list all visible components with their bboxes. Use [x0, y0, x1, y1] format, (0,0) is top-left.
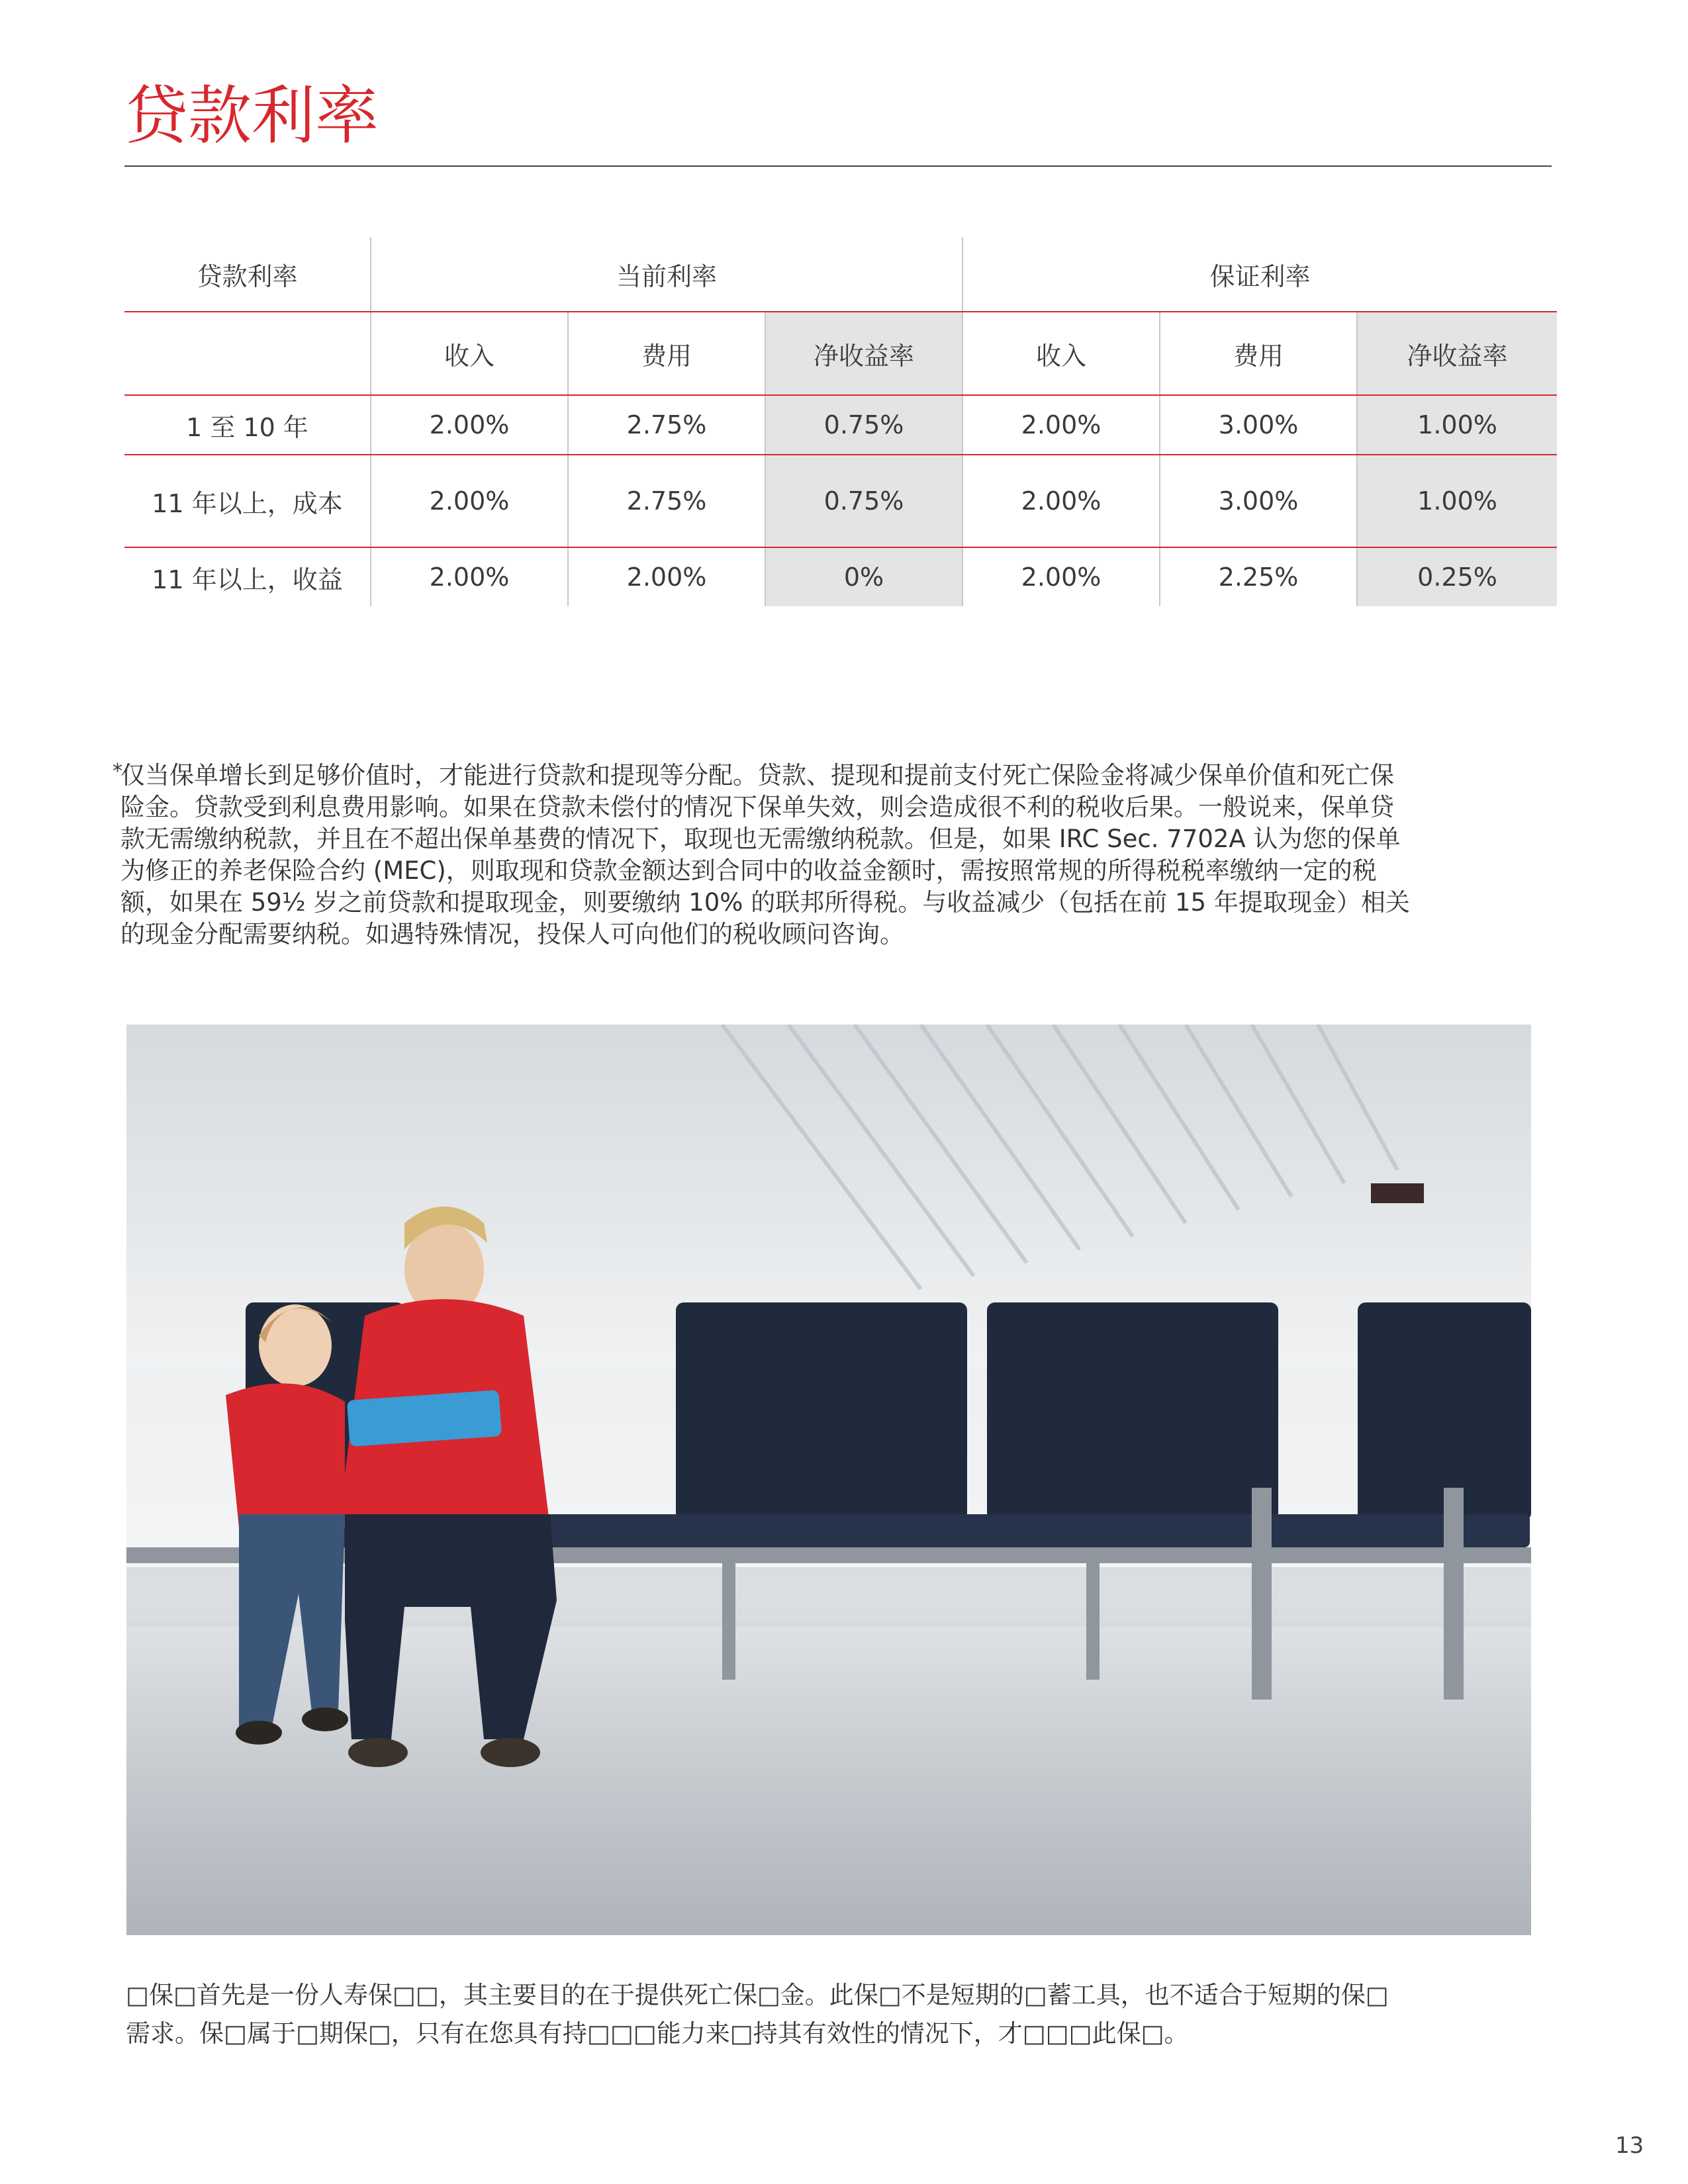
- header-empty-cell: [124, 312, 371, 395]
- table-group-header-row: [124, 237, 1557, 312]
- title-divider: [124, 165, 1552, 167]
- row-label: 11 年以上，成本: [124, 455, 371, 547]
- header-net-yield-guaranteed: 净收益率: [1357, 312, 1557, 395]
- airport-family-photo: [126, 1024, 1531, 1935]
- row-label: 1 至 10 年: [124, 395, 371, 455]
- header-income-guaranteed: 收入: [962, 312, 1160, 395]
- table-sub-header-row: [124, 312, 1557, 395]
- footnote: [113, 760, 1556, 950]
- footnote-marker: *: [113, 760, 122, 783]
- page-number: 13: [1615, 2132, 1644, 2159]
- table-cell: 2.75%: [568, 455, 765, 547]
- header-net-yield-current: 净收益率: [765, 312, 962, 395]
- header-guaranteed-rate: 保证利率: [962, 237, 1557, 312]
- table-cell: 0.75%: [765, 395, 962, 455]
- table-row: [124, 547, 1557, 606]
- header-expense-guaranteed: 费用: [1160, 312, 1357, 395]
- header-loan-rate: 贷款利率: [124, 237, 371, 312]
- policy-disclaimer: □保□首先是一份人寿保□□，其主要目的在于提供死亡保□金。此保□不是短期的□蓄工具，也不适合于短期的保□ 需求。保□属于□期保□，只有在您具有持□□□能力来□持其有效性的情况下，才□□□此保□。: [126, 1981, 1389, 2048]
- table-cell: 2.00%: [962, 395, 1160, 455]
- table-cell: 1.00%: [1357, 455, 1557, 547]
- header-income-current: 收入: [371, 312, 568, 395]
- table-cell: 3.00%: [1160, 455, 1357, 547]
- table-cell: 3.00%: [1160, 395, 1357, 455]
- table-cell: 1.00%: [1357, 395, 1557, 455]
- table-cell: 2.00%: [962, 547, 1160, 606]
- table-cell: 2.00%: [962, 455, 1160, 547]
- table-cell: 2.00%: [371, 455, 568, 547]
- table-cell: 0.75%: [765, 455, 962, 547]
- footnote-text: 仅当保单增长到足够价值时，才能进行贷款和提现等分配。贷款、提现和提前支付死亡保险金将减少保单价值和死亡保 险金。贷款受到利息费用影响。如果在贷款未偿付的情况下保单失效，则会造成很不利的税收后果。一般说来，保单贷 款无需缴纳税款，并且在不超出保单基费的情况下，取现也无需缴纳税款。但是，如果 IRC Sec. 7702A 认为您的保单 为修正的养老保险合约 (MEC)，则取现和贷款金额达到合同中的收益金额时，需按照常规的所得税税率缴纳一定的税 额，如果在 59½ 岁之前贷款和提取现金，则要缴纳 10% 的联邦所得税。与收益减少（包括在前 15 年提取现金）相关 的现金分配需要纳税。如遇特殊情况，投保人可向他们的税收顾问咨询。: [120, 761, 1410, 948]
- table-cell: 2.00%: [371, 395, 568, 455]
- header-expense-current: 费用: [568, 312, 765, 395]
- page-title: 贷款利率: [124, 79, 379, 153]
- header-current-rate: 当前利率: [371, 237, 962, 312]
- table-row: [124, 455, 1557, 547]
- table-cell: 2.00%: [371, 547, 568, 606]
- table-cell: 2.25%: [1160, 547, 1357, 606]
- table-cell: 0%: [765, 547, 962, 606]
- row-label: 11 年以上，收益: [124, 547, 371, 606]
- loan-rate-table: [124, 237, 1557, 606]
- table-cell: 0.25%: [1357, 547, 1557, 606]
- table-cell: 2.00%: [568, 547, 765, 606]
- table-cell: 2.75%: [568, 395, 765, 455]
- table-row: [124, 395, 1557, 455]
